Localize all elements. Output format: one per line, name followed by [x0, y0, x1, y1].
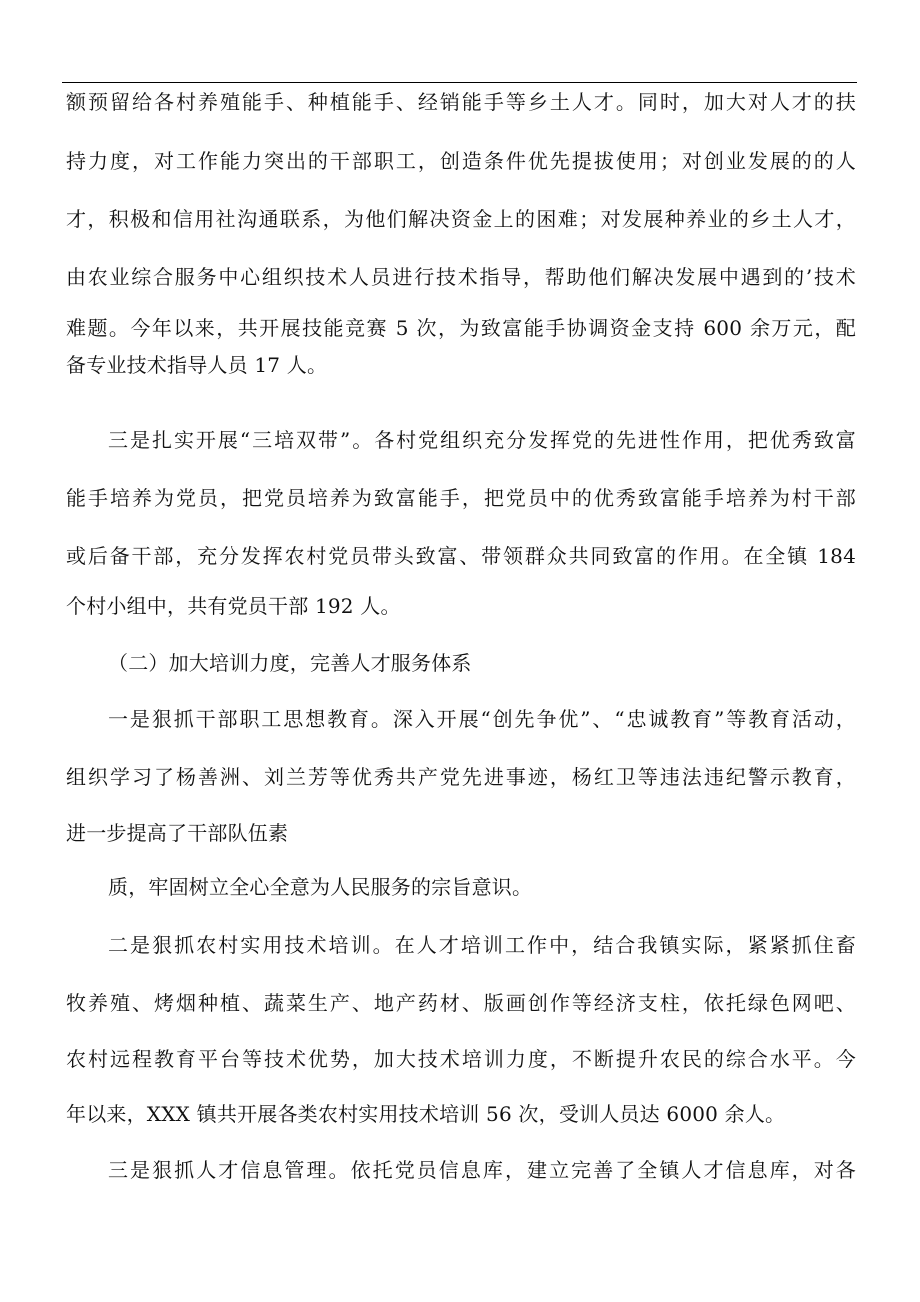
text-line: 能手培养为党员，把党员培养为致富能手，把党员中的优秀致富能手培养为村干部: [66, 486, 856, 510]
text-line: 一是狠抓干部职工思想教育。深入开展“创先争优”、“忠诚教育”等教育活动，: [108, 707, 856, 731]
text-line: 进一步提高了干部队伍素: [66, 821, 289, 845]
text-line: 才，积极和信用社沟通联系，为他们解决资金上的困难；对发展种养业的乡土人才，: [66, 207, 856, 231]
text-line: 三是狠抓人才信息管理。依托党员信息库，建立完善了全镇人才信息库，对各: [108, 1158, 856, 1182]
text-line: 牧养殖、烤烟种植、蔬菜生产、地产药材、版画创作等经济支柱，依托绿色网吧、: [66, 991, 856, 1015]
section-heading: （二）加大培训力度，完善人才服务体系: [108, 651, 472, 675]
header-rule: [62, 82, 857, 83]
text-line: 三是扎实开展“三培双带”。各村党组织充分发挥党的先进性作用，把优秀致富: [108, 428, 856, 452]
text-line: 农村远程教育平台等技术优势，加大技术培训力度，不断提升农民的综合水平。今: [66, 1047, 856, 1071]
text-line: 质，牢固树立全心全意为人民服务的宗旨意识。: [108, 875, 533, 899]
text-line: 由农业综合服务中心组织技术人员进行技术指导，帮助他们解决发展中遇到的’技术: [66, 265, 856, 289]
text-line: 组织学习了杨善洲、刘兰芳等优秀共产党先进事迹，杨红卫等违法违纪警示教育，: [66, 765, 856, 789]
text-line: 持力度，对工作能力突出的干部职工，创造条件优先提拔使用；对创业发展的的人: [66, 149, 856, 173]
text-line: 个村小组中，共有党员干部 192 人。: [66, 594, 401, 618]
text-line: 或后备干部，充分发挥农村党员带头致富、带领群众共同致富的作用。在全镇 184: [66, 544, 856, 568]
text-line: 额预留给各村养殖能手、种植能手、经销能手等乡土人才。同时，加大对人才的扶: [66, 90, 856, 114]
text-line: 年以来，XXX 镇共开展各类农村实用技术培训 56 次，受训人员达 6000 余人。: [66, 1102, 786, 1126]
text-line: 难题。今年以来，共开展技能竞赛 5 次，为致富能手协调资金支持 600 余万元，配: [66, 316, 856, 340]
text-line: 备专业技术指导人员 17 人。: [66, 353, 328, 377]
text-line: 二是狠抓农村实用技术培训。在人才培训工作中，结合我镇实际，紧紧抓住畜: [108, 933, 856, 957]
